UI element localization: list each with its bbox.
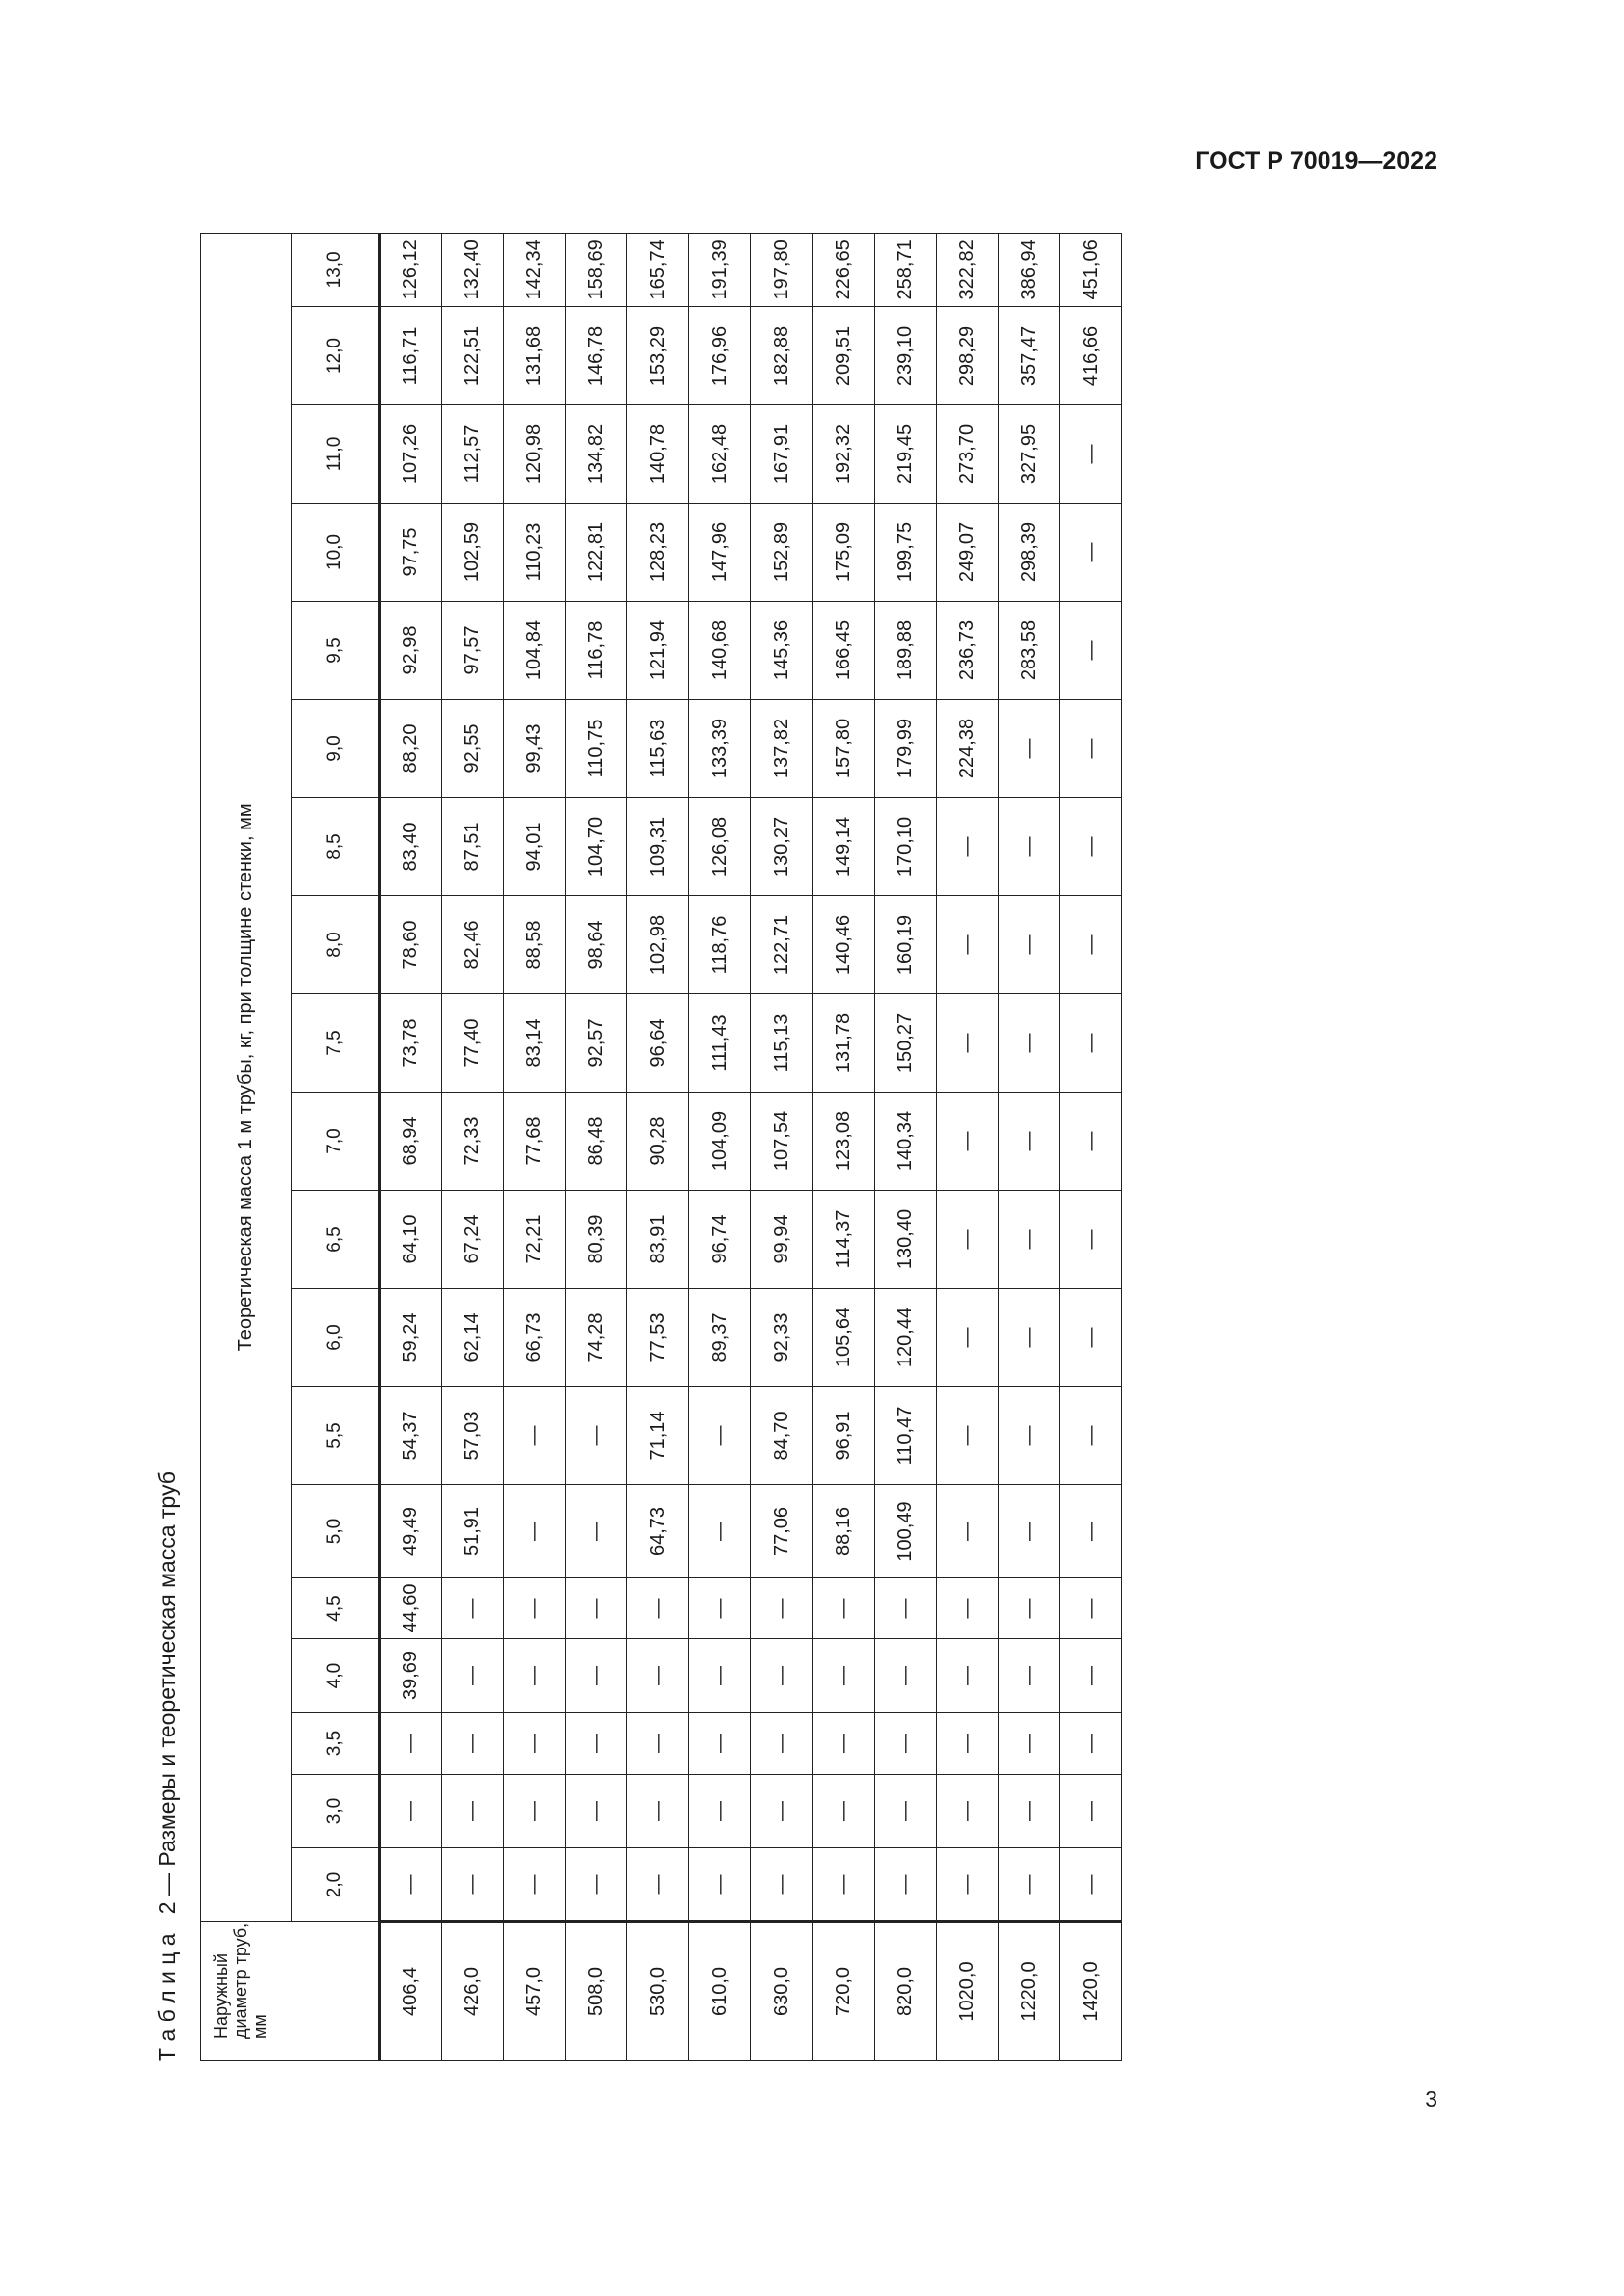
mass-cell: 68,94 — [380, 1093, 442, 1191]
mass-cell: 104,84 — [504, 602, 566, 700]
table-caption-title: — Размеры и теоретическая масса труб — [154, 1471, 180, 1902]
mass-cell: — — [1060, 1639, 1122, 1713]
mass-cell: — — [937, 1485, 999, 1578]
mass-cell: 416,66 — [1060, 307, 1122, 405]
mass-cell: — — [999, 1387, 1060, 1485]
thickness-header: 10,0 — [292, 504, 380, 602]
mass-cell: — — [689, 1578, 751, 1639]
diameter-cell: 1220,0 — [999, 1922, 1060, 2061]
thickness-header: 6,5 — [292, 1191, 380, 1289]
mass-cell: — — [813, 1848, 875, 1922]
mass-cell: — — [504, 1713, 566, 1775]
mass-cell: — — [627, 1639, 689, 1713]
diameter-cell: 457,0 — [504, 1922, 566, 2061]
mass-cell: 145,36 — [751, 602, 813, 700]
mass-cell: 167,91 — [751, 405, 813, 504]
mass-cell: 131,68 — [504, 307, 566, 405]
mass-cell: 126,12 — [380, 233, 442, 306]
mass-cell: 94,01 — [504, 798, 566, 896]
thickness-header: 7,5 — [292, 994, 380, 1093]
mass-cell: — — [442, 1775, 504, 1848]
mass-cell: — — [442, 1639, 504, 1713]
mass-cell: 189,88 — [875, 602, 937, 700]
mass-cell: — — [999, 798, 1060, 896]
mass-cell: — — [937, 994, 999, 1093]
mass-cell: — — [937, 1191, 999, 1289]
mass-cell: 115,13 — [751, 994, 813, 1093]
mass-cell: 107,54 — [751, 1093, 813, 1191]
mass-cell: 134,82 — [566, 405, 627, 504]
mass-cell: — — [627, 1848, 689, 1922]
mass-cell: — — [566, 1485, 627, 1578]
mass-cell: — — [999, 1713, 1060, 1775]
mass-cell: 114,37 — [813, 1191, 875, 1289]
mass-cell: 298,29 — [937, 307, 999, 405]
table-row — [566, 233, 627, 2060]
mass-cell: 71,14 — [627, 1387, 689, 1485]
mass-cell: 118,76 — [689, 896, 751, 994]
mass-cell: 84,70 — [751, 1387, 813, 1485]
mass-cell: — — [875, 1578, 937, 1639]
mass-cell: — — [442, 1848, 504, 1922]
mass-cell: 191,39 — [689, 233, 751, 306]
table-row — [504, 233, 566, 2060]
mass-cell: — — [937, 1289, 999, 1387]
mass-cell: — — [1060, 798, 1122, 896]
table-row — [813, 233, 875, 2060]
mass-cell: 199,75 — [875, 504, 937, 602]
mass-cell: 130,40 — [875, 1191, 937, 1289]
mass-cell: 77,40 — [442, 994, 504, 1093]
mass-cell: — — [627, 1713, 689, 1775]
mass-cell: 298,39 — [999, 504, 1060, 602]
diameter-cell: 610,0 — [689, 1922, 751, 2061]
mass-cell: 273,70 — [937, 405, 999, 504]
mass-cell: 44,60 — [380, 1578, 442, 1639]
mass-cell: — — [999, 1191, 1060, 1289]
mass-cell: — — [504, 1848, 566, 1922]
mass-cell: — — [937, 1775, 999, 1848]
mass-cell: 327,95 — [999, 405, 1060, 504]
thickness-header: 8,0 — [292, 896, 380, 994]
mass-cell: 219,45 — [875, 405, 937, 504]
mass-cell: — — [689, 1713, 751, 1775]
mass-cell: 77,06 — [751, 1485, 813, 1578]
thickness-header: 5,0 — [292, 1485, 380, 1578]
mass-cell: — — [937, 1387, 999, 1485]
mass-cell: 104,09 — [689, 1093, 751, 1191]
mass-cell: 153,29 — [627, 307, 689, 405]
mass-cell: — — [504, 1578, 566, 1639]
mass-cell: 88,58 — [504, 896, 566, 994]
mass-cell: — — [937, 1713, 999, 1775]
mass-cell: — — [627, 1775, 689, 1848]
mass-cell: — — [1060, 1387, 1122, 1485]
mass-cell: — — [380, 1848, 442, 1922]
mass-cell: 77,68 — [504, 1093, 566, 1191]
table-caption-label: Т а б л и ц а 2 — [154, 1901, 180, 2061]
mass-cell: — — [1060, 1713, 1122, 1775]
mass-cell: 89,37 — [689, 1289, 751, 1387]
thickness-header: 7,0 — [292, 1093, 380, 1191]
rotated-table-block — [149, 234, 1121, 2061]
table-row — [1060, 233, 1122, 2060]
mass-cell: 54,37 — [380, 1387, 442, 1485]
mass-cell: 236,73 — [937, 602, 999, 700]
mass-cell: — — [999, 896, 1060, 994]
diameter-header: Наружный диаметр труб, мм — [201, 1922, 380, 2061]
thickness-header: 4,5 — [292, 1578, 380, 1639]
mass-cell: — — [689, 1485, 751, 1578]
mass-cell: — — [1060, 896, 1122, 994]
mass-cell: 130,27 — [751, 798, 813, 896]
mass-cell: — — [875, 1713, 937, 1775]
mass-cell: — — [504, 1485, 566, 1578]
mass-cell: 224,38 — [937, 700, 999, 798]
mass-cell: 142,34 — [504, 233, 566, 306]
mass-cell: 62,14 — [442, 1289, 504, 1387]
mass-cell: 179,99 — [875, 700, 937, 798]
mass-cell: — — [751, 1713, 813, 1775]
mass-cell: 92,33 — [751, 1289, 813, 1387]
mass-cell: 107,26 — [380, 405, 442, 504]
mass-cell: 147,96 — [689, 504, 751, 602]
diameter-cell: 426,0 — [442, 1922, 504, 2061]
thickness-header: 9,0 — [292, 700, 380, 798]
mass-cell: 133,39 — [689, 700, 751, 798]
mass-cell: 146,78 — [566, 307, 627, 405]
pipe-mass-table — [200, 233, 1122, 2061]
mass-cell: 83,40 — [380, 798, 442, 896]
mass-cell: — — [937, 1578, 999, 1639]
mass-cell: 57,03 — [442, 1387, 504, 1485]
mass-cell: — — [1060, 1289, 1122, 1387]
mass-cell: 283,58 — [999, 602, 1060, 700]
thickness-header: 2,0 — [292, 1848, 380, 1922]
mass-cell: — — [813, 1775, 875, 1848]
diameter-cell: 720,0 — [813, 1922, 875, 2061]
mass-cell: 88,20 — [380, 700, 442, 798]
diameter-cell: 530,0 — [627, 1922, 689, 2061]
mass-cell: 66,73 — [504, 1289, 566, 1387]
mass-cell: — — [627, 1578, 689, 1639]
mass-cell: — — [1060, 1191, 1122, 1289]
mass-cell: — — [380, 1713, 442, 1775]
mass-cell: — — [1060, 602, 1122, 700]
mass-cell: — — [813, 1639, 875, 1713]
mass-cell: 92,57 — [566, 994, 627, 1093]
thickness-header: 11,0 — [292, 405, 380, 504]
mass-cell: — — [1060, 700, 1122, 798]
mass-cell: 126,08 — [689, 798, 751, 896]
mass-cell: 162,48 — [689, 405, 751, 504]
mass-cell: — — [442, 1713, 504, 1775]
mass-cell: 209,51 — [813, 307, 875, 405]
table-row — [999, 233, 1060, 2060]
mass-cell: 92,98 — [380, 602, 442, 700]
diameter-cell: 1020,0 — [937, 1922, 999, 2061]
mass-cell: 122,81 — [566, 504, 627, 602]
mass-cell: — — [504, 1387, 566, 1485]
mass-cell: 64,73 — [627, 1485, 689, 1578]
mass-cell: — — [689, 1775, 751, 1848]
mass-cell: — — [751, 1578, 813, 1639]
mass-cell: 182,88 — [751, 307, 813, 405]
mass-cell: — — [999, 994, 1060, 1093]
mass-cell: — — [689, 1848, 751, 1922]
thickness-header: 12,0 — [292, 307, 380, 405]
mass-cell: 51,91 — [442, 1485, 504, 1578]
mass-cell: 120,98 — [504, 405, 566, 504]
mass-cell: 157,80 — [813, 700, 875, 798]
mass-cell: — — [999, 1775, 1060, 1848]
table-row — [751, 233, 813, 2060]
mass-cell: 72,33 — [442, 1093, 504, 1191]
mass-cell: 149,14 — [813, 798, 875, 896]
mass-cell: 77,53 — [627, 1289, 689, 1387]
mass-cell: 322,82 — [937, 233, 999, 306]
table-row — [442, 233, 504, 2060]
mass-cell: 97,75 — [380, 504, 442, 602]
diameter-cell: 1420,0 — [1060, 1922, 1122, 2061]
mass-cell: 258,71 — [875, 233, 937, 306]
thickness-header: 4,0 — [292, 1639, 380, 1713]
mass-cell: — — [380, 1775, 442, 1848]
mass-cell: 102,98 — [627, 896, 689, 994]
mass-cell: 137,82 — [751, 700, 813, 798]
mass-cell: 152,89 — [751, 504, 813, 602]
mass-cell: 122,71 — [751, 896, 813, 994]
mass-cell: 122,51 — [442, 307, 504, 405]
mass-cell: — — [751, 1775, 813, 1848]
mass-cell: 116,71 — [380, 307, 442, 405]
mass-cell: — — [937, 798, 999, 896]
thickness-header: 3,5 — [292, 1713, 380, 1775]
mass-cell: — — [566, 1639, 627, 1713]
mass-cell: — — [937, 1848, 999, 1922]
mass-cell: 226,65 — [813, 233, 875, 306]
mass-cell: 140,34 — [875, 1093, 937, 1191]
mass-cell: — — [999, 1639, 1060, 1713]
mass-cell: 82,46 — [442, 896, 504, 994]
mass-cell: 88,16 — [813, 1485, 875, 1578]
mass-cell: 97,57 — [442, 602, 504, 700]
mass-cell: — — [999, 1848, 1060, 1922]
diameter-cell: 406,4 — [380, 1922, 442, 2061]
mass-cell: — — [566, 1713, 627, 1775]
mass-cell: 160,19 — [875, 896, 937, 994]
mass-cell: 140,68 — [689, 602, 751, 700]
mass-cell: — — [566, 1848, 627, 1922]
mass-cell: — — [1060, 1578, 1122, 1639]
mass-cell: — — [1060, 1485, 1122, 1578]
mass-cell: 111,43 — [689, 994, 751, 1093]
mass-cell: 39,69 — [380, 1639, 442, 1713]
mass-cell: 116,78 — [566, 602, 627, 700]
mass-cell: 104,70 — [566, 798, 627, 896]
mass-cell: 78,60 — [380, 896, 442, 994]
thickness-header: 13,0 — [292, 233, 380, 306]
mass-cell: — — [566, 1578, 627, 1639]
mass-cell: 158,69 — [566, 233, 627, 306]
mass-cell: 64,10 — [380, 1191, 442, 1289]
mass-cell: 112,57 — [442, 405, 504, 504]
mass-cell: 96,74 — [689, 1191, 751, 1289]
mass-cell: 99,43 — [504, 700, 566, 798]
mass-cell: 249,07 — [937, 504, 999, 602]
table-row — [937, 233, 999, 2060]
mass-cell: — — [999, 1485, 1060, 1578]
mass-cell: — — [937, 1639, 999, 1713]
mass-cell: 87,51 — [442, 798, 504, 896]
mass-cell: 92,55 — [442, 700, 504, 798]
mass-cell: — — [689, 1639, 751, 1713]
standard-designation: ГОСТ Р 70019—2022 — [1195, 147, 1437, 175]
mass-cell: 96,64 — [627, 994, 689, 1093]
diameter-cell: 508,0 — [566, 1922, 627, 2061]
mass-cell: 73,78 — [380, 994, 442, 1093]
mass-cell: 386,94 — [999, 233, 1060, 306]
mass-cell: — — [999, 1578, 1060, 1639]
mass-cell: — — [751, 1639, 813, 1713]
mass-cell: — — [937, 896, 999, 994]
mass-cell: 140,78 — [627, 405, 689, 504]
mass-cell: 80,39 — [566, 1191, 627, 1289]
mass-cell: 150,27 — [875, 994, 937, 1093]
mass-cell: — — [813, 1578, 875, 1639]
mass-cell: 165,74 — [627, 233, 689, 306]
thickness-header: 6,0 — [292, 1289, 380, 1387]
mass-cell: — — [875, 1848, 937, 1922]
mass-cell: 90,28 — [627, 1093, 689, 1191]
mass-cell: — — [504, 1639, 566, 1713]
mass-cell: 451,06 — [1060, 233, 1122, 306]
mass-cell: 83,91 — [627, 1191, 689, 1289]
mass-cell: — — [937, 1093, 999, 1191]
mass-cell: — — [1060, 1848, 1122, 1922]
mass-cell: 175,09 — [813, 504, 875, 602]
mass-cell: 100,49 — [875, 1485, 937, 1578]
mass-cell: 128,23 — [627, 504, 689, 602]
mass-cell: 123,08 — [813, 1093, 875, 1191]
mass-cell: — — [504, 1775, 566, 1848]
table-row — [689, 233, 751, 2060]
mass-cell: 110,47 — [875, 1387, 937, 1485]
mass-cell: 49,49 — [380, 1485, 442, 1578]
mass-cell: 121,94 — [627, 602, 689, 700]
mass-cell: 99,94 — [751, 1191, 813, 1289]
mass-cell: — — [1060, 994, 1122, 1093]
diameter-cell: 630,0 — [751, 1922, 813, 2061]
mass-cell: 239,10 — [875, 307, 937, 405]
thickness-header: 5,5 — [292, 1387, 380, 1485]
table-row — [875, 233, 937, 2060]
mass-cell: — — [875, 1775, 937, 1848]
mass-cell: 102,59 — [442, 504, 504, 602]
mass-cell: 115,63 — [627, 700, 689, 798]
thickness-header: 9,5 — [292, 602, 380, 700]
mass-cell: 192,32 — [813, 405, 875, 504]
mass-cell: 197,80 — [751, 233, 813, 306]
mass-cell: 176,96 — [689, 307, 751, 405]
mass-cell: 83,14 — [504, 994, 566, 1093]
mass-cell: — — [1060, 405, 1122, 504]
mass-cell: — — [566, 1387, 627, 1485]
table-caption — [149, 234, 185, 2061]
mass-cell: — — [1060, 1093, 1122, 1191]
mass-cell: 166,45 — [813, 602, 875, 700]
mass-header: Теоретическая масса 1 м трубы, кг, при толщине стенки, мм — [201, 233, 292, 1921]
mass-cell: 140,46 — [813, 896, 875, 994]
mass-cell: 59,24 — [380, 1289, 442, 1387]
diameter-cell: 820,0 — [875, 1922, 937, 2061]
mass-cell: — — [689, 1387, 751, 1485]
mass-cell: 72,21 — [504, 1191, 566, 1289]
table-row — [627, 233, 689, 2060]
mass-cell: — — [751, 1848, 813, 1922]
mass-cell: — — [999, 1289, 1060, 1387]
mass-cell: 120,44 — [875, 1289, 937, 1387]
mass-cell: 74,28 — [566, 1289, 627, 1387]
mass-cell: 109,31 — [627, 798, 689, 896]
mass-cell: 86,48 — [566, 1093, 627, 1191]
mass-cell: — — [875, 1639, 937, 1713]
mass-cell: 110,23 — [504, 504, 566, 602]
mass-cell: 105,64 — [813, 1289, 875, 1387]
mass-cell: — — [1060, 1775, 1122, 1848]
page-number: 3 — [1425, 2086, 1437, 2111]
mass-cell: — — [999, 700, 1060, 798]
mass-cell: — — [442, 1578, 504, 1639]
mass-cell: — — [566, 1775, 627, 1848]
mass-cell: 110,75 — [566, 700, 627, 798]
mass-cell: 170,10 — [875, 798, 937, 896]
table-row — [380, 233, 442, 2060]
mass-cell: 131,78 — [813, 994, 875, 1093]
mass-cell: 67,24 — [442, 1191, 504, 1289]
thickness-header: 3,0 — [292, 1775, 380, 1848]
mass-cell: 357,47 — [999, 307, 1060, 405]
mass-cell: — — [1060, 504, 1122, 602]
mass-cell: — — [999, 1093, 1060, 1191]
mass-cell: 98,64 — [566, 896, 627, 994]
mass-cell: 132,40 — [442, 233, 504, 306]
mass-cell: 96,91 — [813, 1387, 875, 1485]
thickness-header: 8,5 — [292, 798, 380, 896]
mass-cell: — — [813, 1713, 875, 1775]
